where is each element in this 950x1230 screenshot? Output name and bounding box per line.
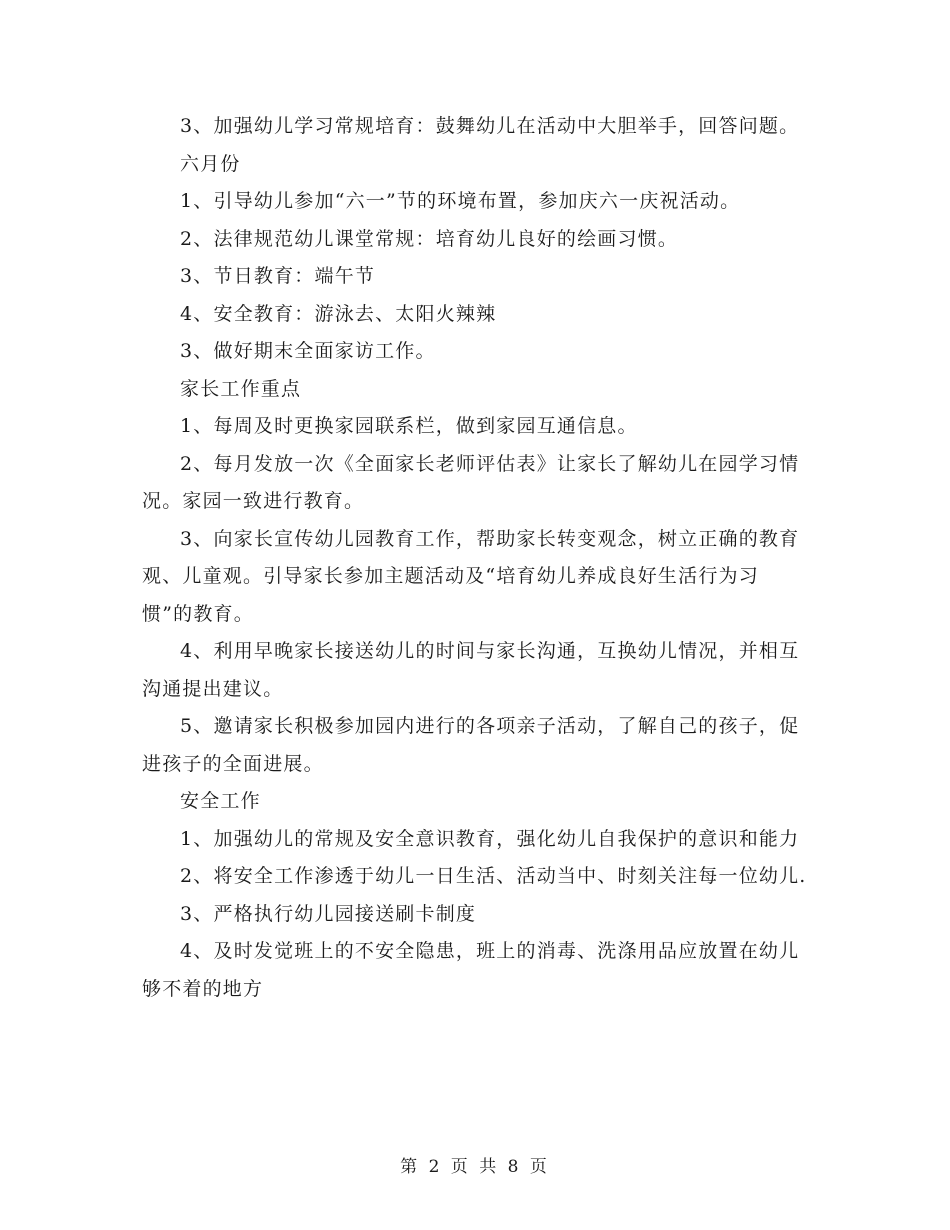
- heading-june: 六月份: [180, 152, 241, 175]
- paragraph-home-visits: 3、做好期末全面家访工作。: [180, 340, 436, 362]
- paragraph-class-routine: 2、法律规范幼儿课堂常规：培育幼儿良好的绘画习惯。: [180, 227, 679, 250]
- paragraph-contact-board: 1、每周及时更换家园联系栏，做到家园互通信息。: [180, 415, 638, 437]
- paragraph-safety-education: 4、安全教育：游泳去、太阳火辣辣: [180, 302, 497, 325]
- paragraph-childrens-day: 1、引导幼儿参加“六一”节的环境布置，参加庆六一庆祝活动。: [180, 190, 741, 212]
- paragraph-hazards: 4、及时发觉班上的不安全隐患，班上的消毒、洗涤用品应放置在幼儿够不着的地方: [142, 940, 800, 1000]
- paragraph-safety-awareness: 1、加强幼儿的常规及安全意识教育，强化幼儿自我保护的意识和能力: [180, 827, 800, 850]
- heading-safety-work: 安全工作: [180, 790, 261, 812]
- paragraph-study-routine: 3、加强幼儿学习常规培育：鼓舞幼儿在活动中大胆举手，回答问题。: [180, 115, 800, 137]
- paragraph-daily-safety: 2、将安全工作渗透于幼儿一日生活、活动当中、时刻关注每一位幼儿.: [180, 865, 807, 887]
- paragraph-pickup-card: 3、严格执行幼儿园接送刷卡制度: [180, 902, 477, 925]
- paragraph-promote-education: 3、向家长宣传幼儿园教育工作，帮助家长转变观念，树立正确的教育观、儿童观。引导家长参加主题活动及“培育幼儿养成良好生活行为习惯”的教育。: [142, 527, 800, 625]
- paragraph-festival-education: 3、节日教育：端午节: [180, 265, 376, 287]
- paragraph-parent-communication: 4、利用早晚家长接送幼儿的时间与家长沟通，互换幼儿情况，并相互沟通提出建议。: [142, 640, 800, 700]
- page-number-footer: 第 2 页 共 8 页: [400, 1157, 550, 1177]
- paragraph-parent-child-activities: 5、邀请家长积极参加园内进行的各项亲子活动，了解自己的孩子，促进孩子的全面进展。: [142, 715, 800, 775]
- heading-parent-work: 家长工作重点: [180, 377, 302, 400]
- paragraph-evaluation-form: 2、每月发放一次《全面家长老师评估表》让家长了解幼儿在园学习情况。家园一致进行教育。: [142, 452, 800, 512]
- document-body: [142, 108, 808, 1008]
